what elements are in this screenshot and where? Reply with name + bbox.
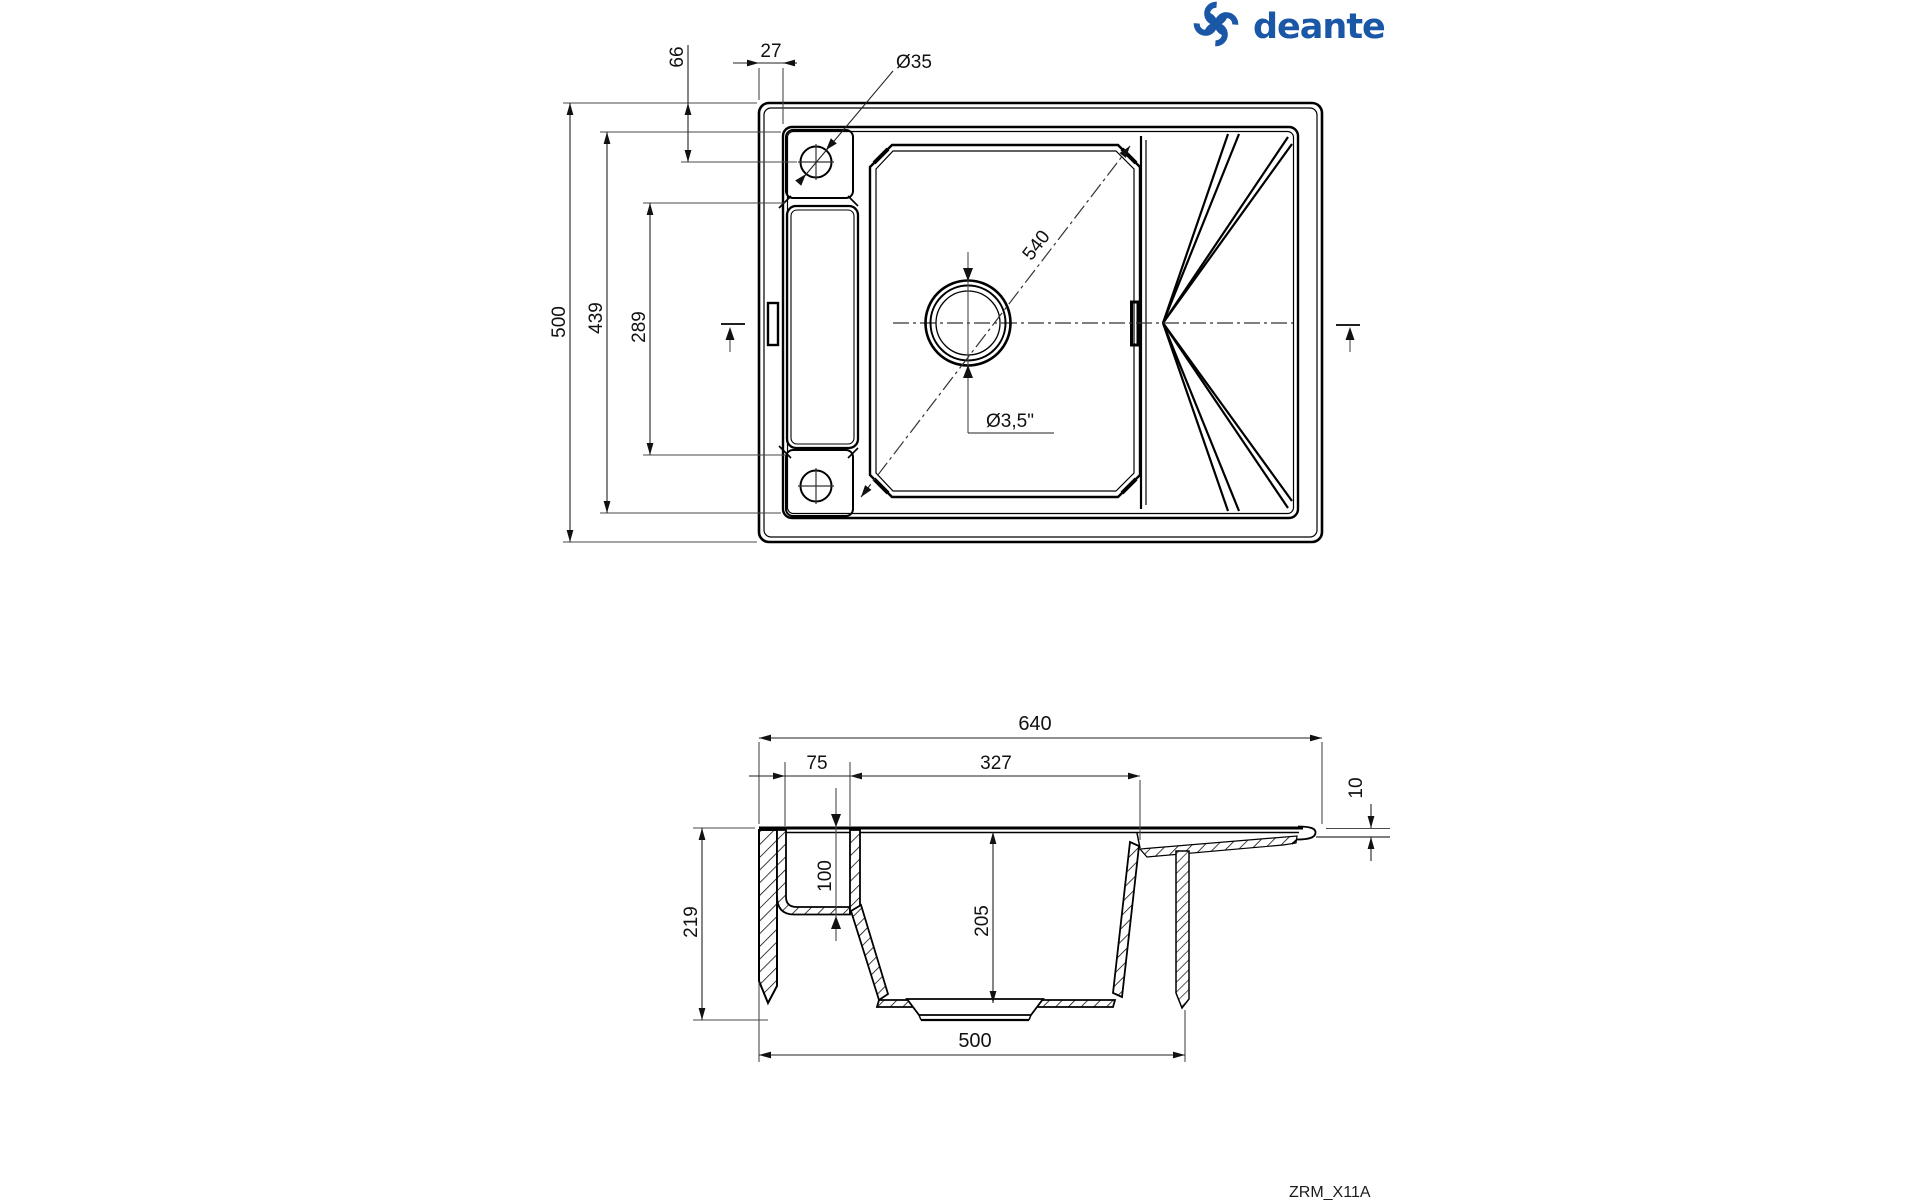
deante-logo-icon <box>1197 5 1236 44</box>
dim-label-66: 66 <box>667 46 688 68</box>
dim-label-205: 205 <box>972 905 993 937</box>
top-view <box>549 41 1360 542</box>
dim-label-540: 540 <box>1018 226 1055 265</box>
dim-label-hole-diameter: Ø35 <box>896 52 932 73</box>
section-tray-right-wall <box>850 830 860 912</box>
dim-label-219: 219 <box>681 906 702 938</box>
dim-label-439: 439 <box>586 302 607 334</box>
side-tray <box>779 196 858 458</box>
hole-diameter-leader <box>795 71 893 186</box>
dim-label-289: 289 <box>629 311 650 343</box>
countertop-cut-edge <box>1176 851 1189 1008</box>
dim-label-640: 640 <box>1018 713 1052 735</box>
bowl-diagonal-dimension <box>861 146 1130 497</box>
brand-name: deante <box>1253 7 1385 47</box>
dim-label-327: 327 <box>980 753 1012 774</box>
drain-hole <box>926 252 1055 433</box>
top-view-dimensions <box>570 45 797 542</box>
dim-label-500-cutout: 500 <box>958 1030 992 1052</box>
section-bowl-left-wall <box>851 905 888 1000</box>
deante-logo <box>1197 5 1385 47</box>
model-code: ZRM_X11A <box>1289 1184 1371 1200</box>
dim-label-100: 100 <box>815 860 836 892</box>
section-left-wall <box>759 830 777 1003</box>
section-view <box>681 713 1390 1062</box>
dim-label-27: 27 <box>760 41 782 62</box>
dim-label-500-height: 500 <box>549 306 570 338</box>
dim-label-75: 75 <box>806 753 828 774</box>
section-bowl-right-wall <box>1113 842 1139 997</box>
section-drain-recess <box>907 999 1043 1020</box>
centerline-mark-right <box>1336 325 1360 352</box>
dim-label-drain: Ø3,5" <box>986 411 1034 432</box>
section-tray <box>777 830 850 915</box>
centerline-mark-left <box>721 324 745 352</box>
rim-tab-left <box>768 303 778 345</box>
dim-label-10: 10 <box>1346 777 1367 799</box>
section-drainboard <box>1137 827 1316 858</box>
tap-hole-top-left <box>786 130 853 198</box>
tap-hole-bottom-left <box>786 450 853 516</box>
